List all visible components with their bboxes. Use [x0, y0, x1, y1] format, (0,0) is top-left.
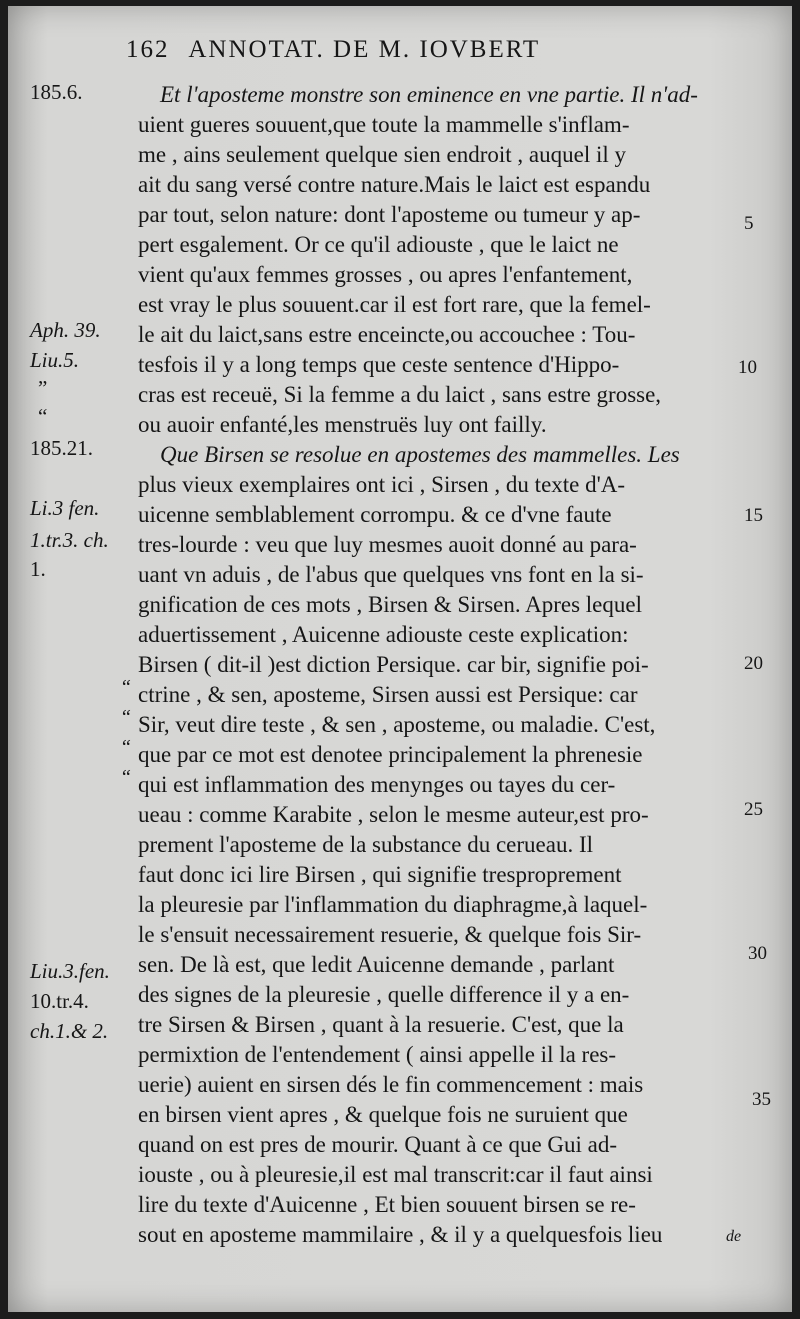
- text-line: tre Sirsen & Birsen , quant à la resuerie. C'est, que la: [138, 1012, 624, 1037]
- running-head: [126, 36, 540, 64]
- text-line: en birsen vient apres , & quelque fois ne suruient que: [138, 1102, 628, 1127]
- text-line: uient gueres souuent,que toute la mammelle s'inflam-: [138, 112, 630, 137]
- quote-mark: ”: [38, 376, 48, 400]
- margin-ref: Li.3 fen.: [30, 496, 100, 520]
- line-number: 35: [752, 1089, 771, 1110]
- text-line: Que Birsen se resolue en apostemes des mammelles. Les: [160, 442, 680, 467]
- text-line: prement l'aposteme de la substance du cerueau. Il: [138, 832, 594, 857]
- quote-mark: “: [120, 676, 132, 698]
- text-line: Et l'aposteme monstre son eminence en vne partie. Il n'ad-: [160, 82, 698, 107]
- catchword: de: [726, 1228, 742, 1245]
- running-title: ANNOTAT. DE M. IOVBERT: [188, 36, 541, 63]
- text-line: qui est inflammation des menynges ou tayes du cer-: [138, 772, 616, 797]
- margin-ref: 10.tr.4.: [30, 989, 89, 1013]
- text-line: la pleuresie par l'inflammation du diaphragme,à laquel-: [138, 892, 648, 917]
- line-number: 30: [748, 943, 767, 964]
- text-line: Birsen ( dit-il )est diction Persique. car bir, signifie poi-: [138, 652, 649, 677]
- text-line: ueau : comme Karabite , selon le mesme auteur,est pro-: [138, 802, 649, 827]
- text-line: uant vn aduis , de l'abus que quelques vns font en la si-: [138, 562, 644, 587]
- margin-ref: ch.1.& 2.: [30, 1019, 109, 1043]
- margin-ref: 1.: [30, 557, 46, 581]
- text-line: cras est receuë, Si la femme a du laict , sans estre grosse,: [138, 382, 662, 407]
- text-line: plus vieux exemplaires ont ici , Sirsen , du texte d'A-: [138, 472, 626, 497]
- text-line: que par ce mot est denotee principalement la phrenesie: [138, 742, 643, 767]
- text-line: le s'ensuit necessairement resuerie, & quelque fois Sir-: [138, 922, 642, 947]
- text-line: faut donc ici lire Birsen , qui signifie tresproprement: [138, 862, 622, 887]
- text-line: quand on est pres de mourir. Quant à ce que Gui ad-: [138, 1132, 618, 1157]
- text-line: sout en aposteme mammilaire , & il y a quelquesfois lieu: [138, 1222, 663, 1247]
- text-line: des signes de la pleuresie , quelle difference il y a en-: [138, 982, 630, 1007]
- margin-ref: 1.tr.3. ch.: [30, 528, 109, 552]
- margin-ref: 185.21.: [30, 436, 93, 460]
- text-line: tres-lourde : veu que luy mesmes auoit donné au para-: [138, 532, 637, 557]
- text-line: aduertissement , Auicenne adiouste ceste explication:: [138, 622, 629, 647]
- margin-ref: 185.6.: [30, 80, 83, 104]
- text-line: est vray le plus souuent.car il est fort rare, que la femel-: [138, 292, 651, 317]
- text-line: vient qu'aux femmes grosses , ou apres l'enfantement,: [138, 262, 633, 287]
- text-line: ait du sang versé contre nature.Mais le laict est espandu: [138, 172, 651, 197]
- line-number: 25: [744, 799, 763, 820]
- margin-ref: Liu.3.fen.: [30, 959, 110, 983]
- quote-mark: “: [120, 736, 132, 758]
- line-number: 10: [738, 357, 757, 378]
- line-number: 15: [744, 505, 763, 526]
- text-line: ou auoir enfanté,les menstruës luy ont failly.: [138, 412, 547, 437]
- text-line: par tout, selon nature: dont l'aposteme ou tumeur y ap-: [138, 202, 641, 227]
- text-line: sen. De là est, que ledit Auicenne demande , parlant: [138, 952, 615, 977]
- text-line: iouste , ou à pleuresie,il est mal transcrit:car il faut ainsi: [138, 1162, 653, 1187]
- text-line: Sir, veut dire teste , & sen , aposteme, ou maladie. C'est,: [138, 712, 656, 737]
- text-line: pert esgalement. Or ce qu'il adiouste , que le laict ne: [138, 232, 619, 257]
- quote-mark: “: [120, 766, 132, 788]
- text-line: uerie) auient en sirsen dés le fin commencement : mais: [138, 1072, 644, 1097]
- book-page: [8, 6, 792, 1312]
- text-line: tesfois il y a long temps que ceste sentence d'Hippo-: [138, 352, 620, 377]
- text-line: ctrine , & sen, aposteme, Sirsen aussi est Persique: car: [138, 682, 638, 707]
- quote-mark: “: [120, 706, 132, 728]
- quote-mark: “: [38, 404, 48, 428]
- text-line: permixtion de l'entendement ( ainsi appelle il la res-: [138, 1042, 617, 1067]
- text-line: me , ains seulement quelque sien endroit , auquel il y: [138, 142, 626, 167]
- text-line: uicenne semblablement corrompu. & ce d'vne faute: [138, 502, 612, 527]
- text-line: le ait du laict,sans estre enceincte,ou accouchee : Tou-: [138, 322, 636, 347]
- text-line: gnification de ces mots , Birsen & Sirsen. Apres lequel: [138, 592, 642, 617]
- page-number: 162: [126, 36, 170, 63]
- line-number: 5: [744, 213, 754, 234]
- margin-ref: Liu.5.: [30, 348, 80, 372]
- text-line: lire du texte d'Auicenne , Et bien souuent birsen se re-: [138, 1192, 636, 1217]
- margin-ref: Aph. 39.: [30, 318, 101, 342]
- line-number: 20: [744, 653, 763, 674]
